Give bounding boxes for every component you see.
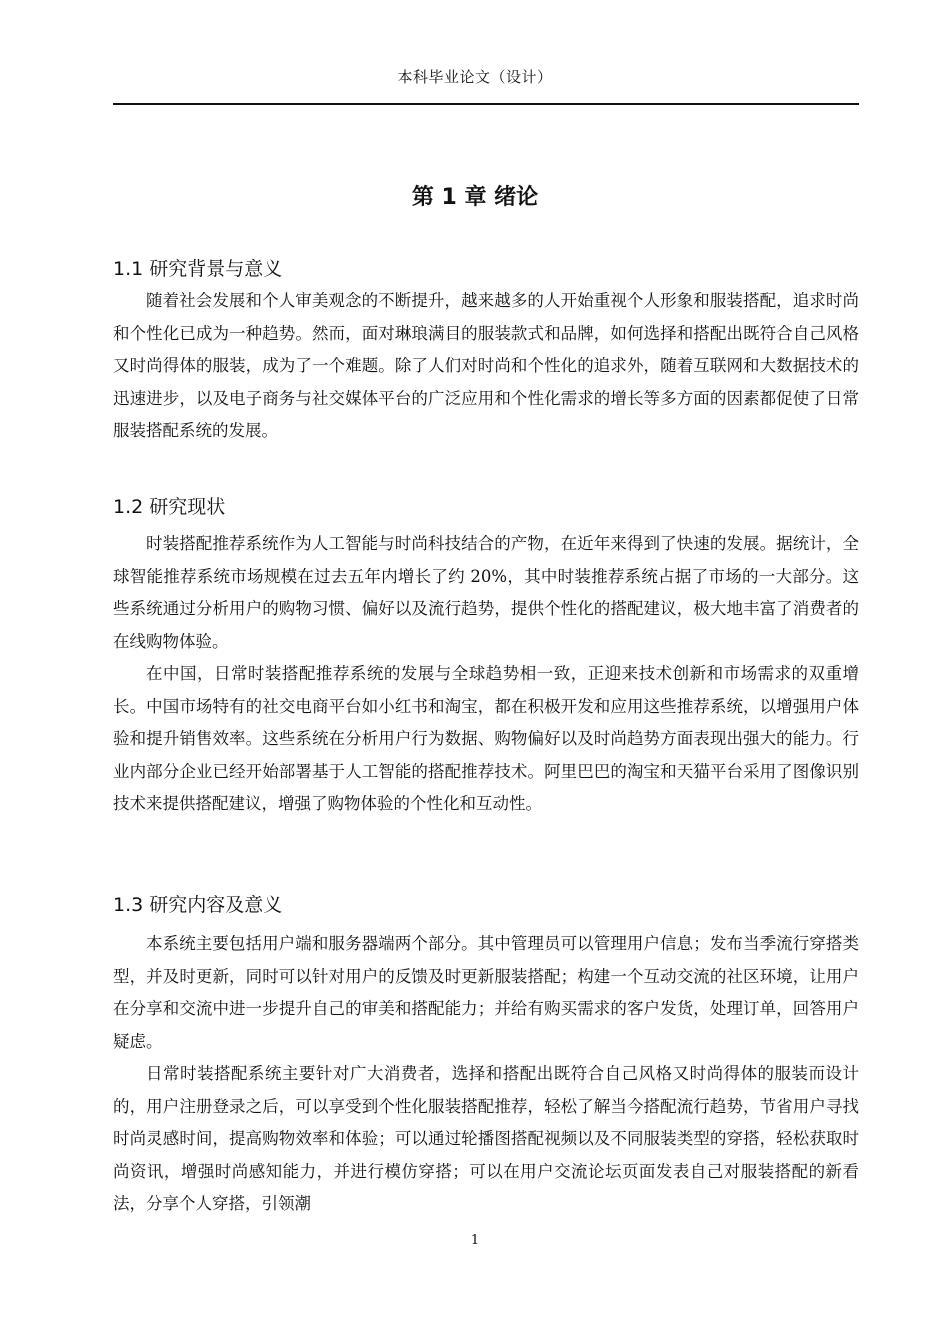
paragraph: 时装搭配推荐系统作为人工智能与时尚科技结合的产物，在近年来得到了快速的发展。据统计，全球智能推荐系统市场规模在过去五年内增长了约 20%，其中时装推荐系统占据了市场的一大部分。这些系统通过分析用户的购物习惯、偏好以及流行趋势，提供个性化的搭配建议，极大地丰富了消费者的在线购物体验。 [113, 534, 859, 651]
section-heading-1-1: 1.1 研究背景与意义 [113, 258, 283, 280]
header-divider [113, 103, 859, 105]
paragraph: 随着社会发展和个人审美观念的不断提升，越来越多的人开始重视个人形象和服装搭配，追求时尚和个性化已成为一种趋势。然而，面对琳琅满目的服装款式和品牌，如何选择和搭配出既符合自己风格又时尚得体的服装，成为了一个难题。除了人们对时尚和个性化的追求外，随着互联网和大数据技术的迅速进步，以及电子商务与社交媒体平台的广泛应用和个性化需求的增长等多方面的因素都促使了日常服装搭配系统的发展。 [113, 291, 859, 440]
running-header: 本科毕业论文（设计） [397, 68, 553, 86]
paragraph: 在中国，日常时装搭配推荐系统的发展与全球趋势相一致，正迎来技术创新和市场需求的双重增长。中国市场特有的社交电商平台如小红书和淘宝，都在积极开发和应用这些推荐系统，以增强用户体验和提升销售效率。这些系统在分析用户行为数据、购物偏好以及时尚趋势方面表现出强大的能力。行业内部分企业已经开始部署基于人工智能的搭配推荐技术。阿里巴巴的淘宝和天猫平台采用了图像识别技术来提供搭配建议，增强了购物体验的个性化和互动性。 [113, 664, 859, 813]
page-number: 1 [470, 1233, 480, 1248]
section-heading-1-3: 1.3 研究内容及意义 [113, 894, 283, 916]
chapter-title: 第 1 章 绪论 [411, 185, 539, 210]
paragraph: 本系统主要包括用户端和服务器端两个部分。其中管理员可以管理用户信息；发布当季流行穿搭类型，并及时更新，同时可以针对用户的反馈及时更新服装搭配；构建一个互动交流的社区环境，让用户在分享和交流中进一步提升自己的审美和搭配能力；并给有购买需求的客户发货，处理订单，回答用户疑虑。 [113, 934, 859, 1051]
section-heading-1-2: 1.2 研究现状 [113, 496, 226, 518]
paragraph: 日常时装搭配系统主要针对广大消费者，选择和搭配出既符合自己风格又时尚得体的服装而设计的，用户注册登录之后，可以享受到个性化服装搭配推荐，轻松了解当今搭配流行趋势，节省用户寻找时尚灵感时间，提高购物效率和体验；可以通过轮播图搭配视频以及不同服装类型的穿搭，轻松获取时尚资讯，增强时尚感知能力，并进行模仿穿搭；可以在用户交流论坛页面发表自己对服装搭配的新看法，分享个人穿搭，引领潮 [113, 1064, 859, 1213]
